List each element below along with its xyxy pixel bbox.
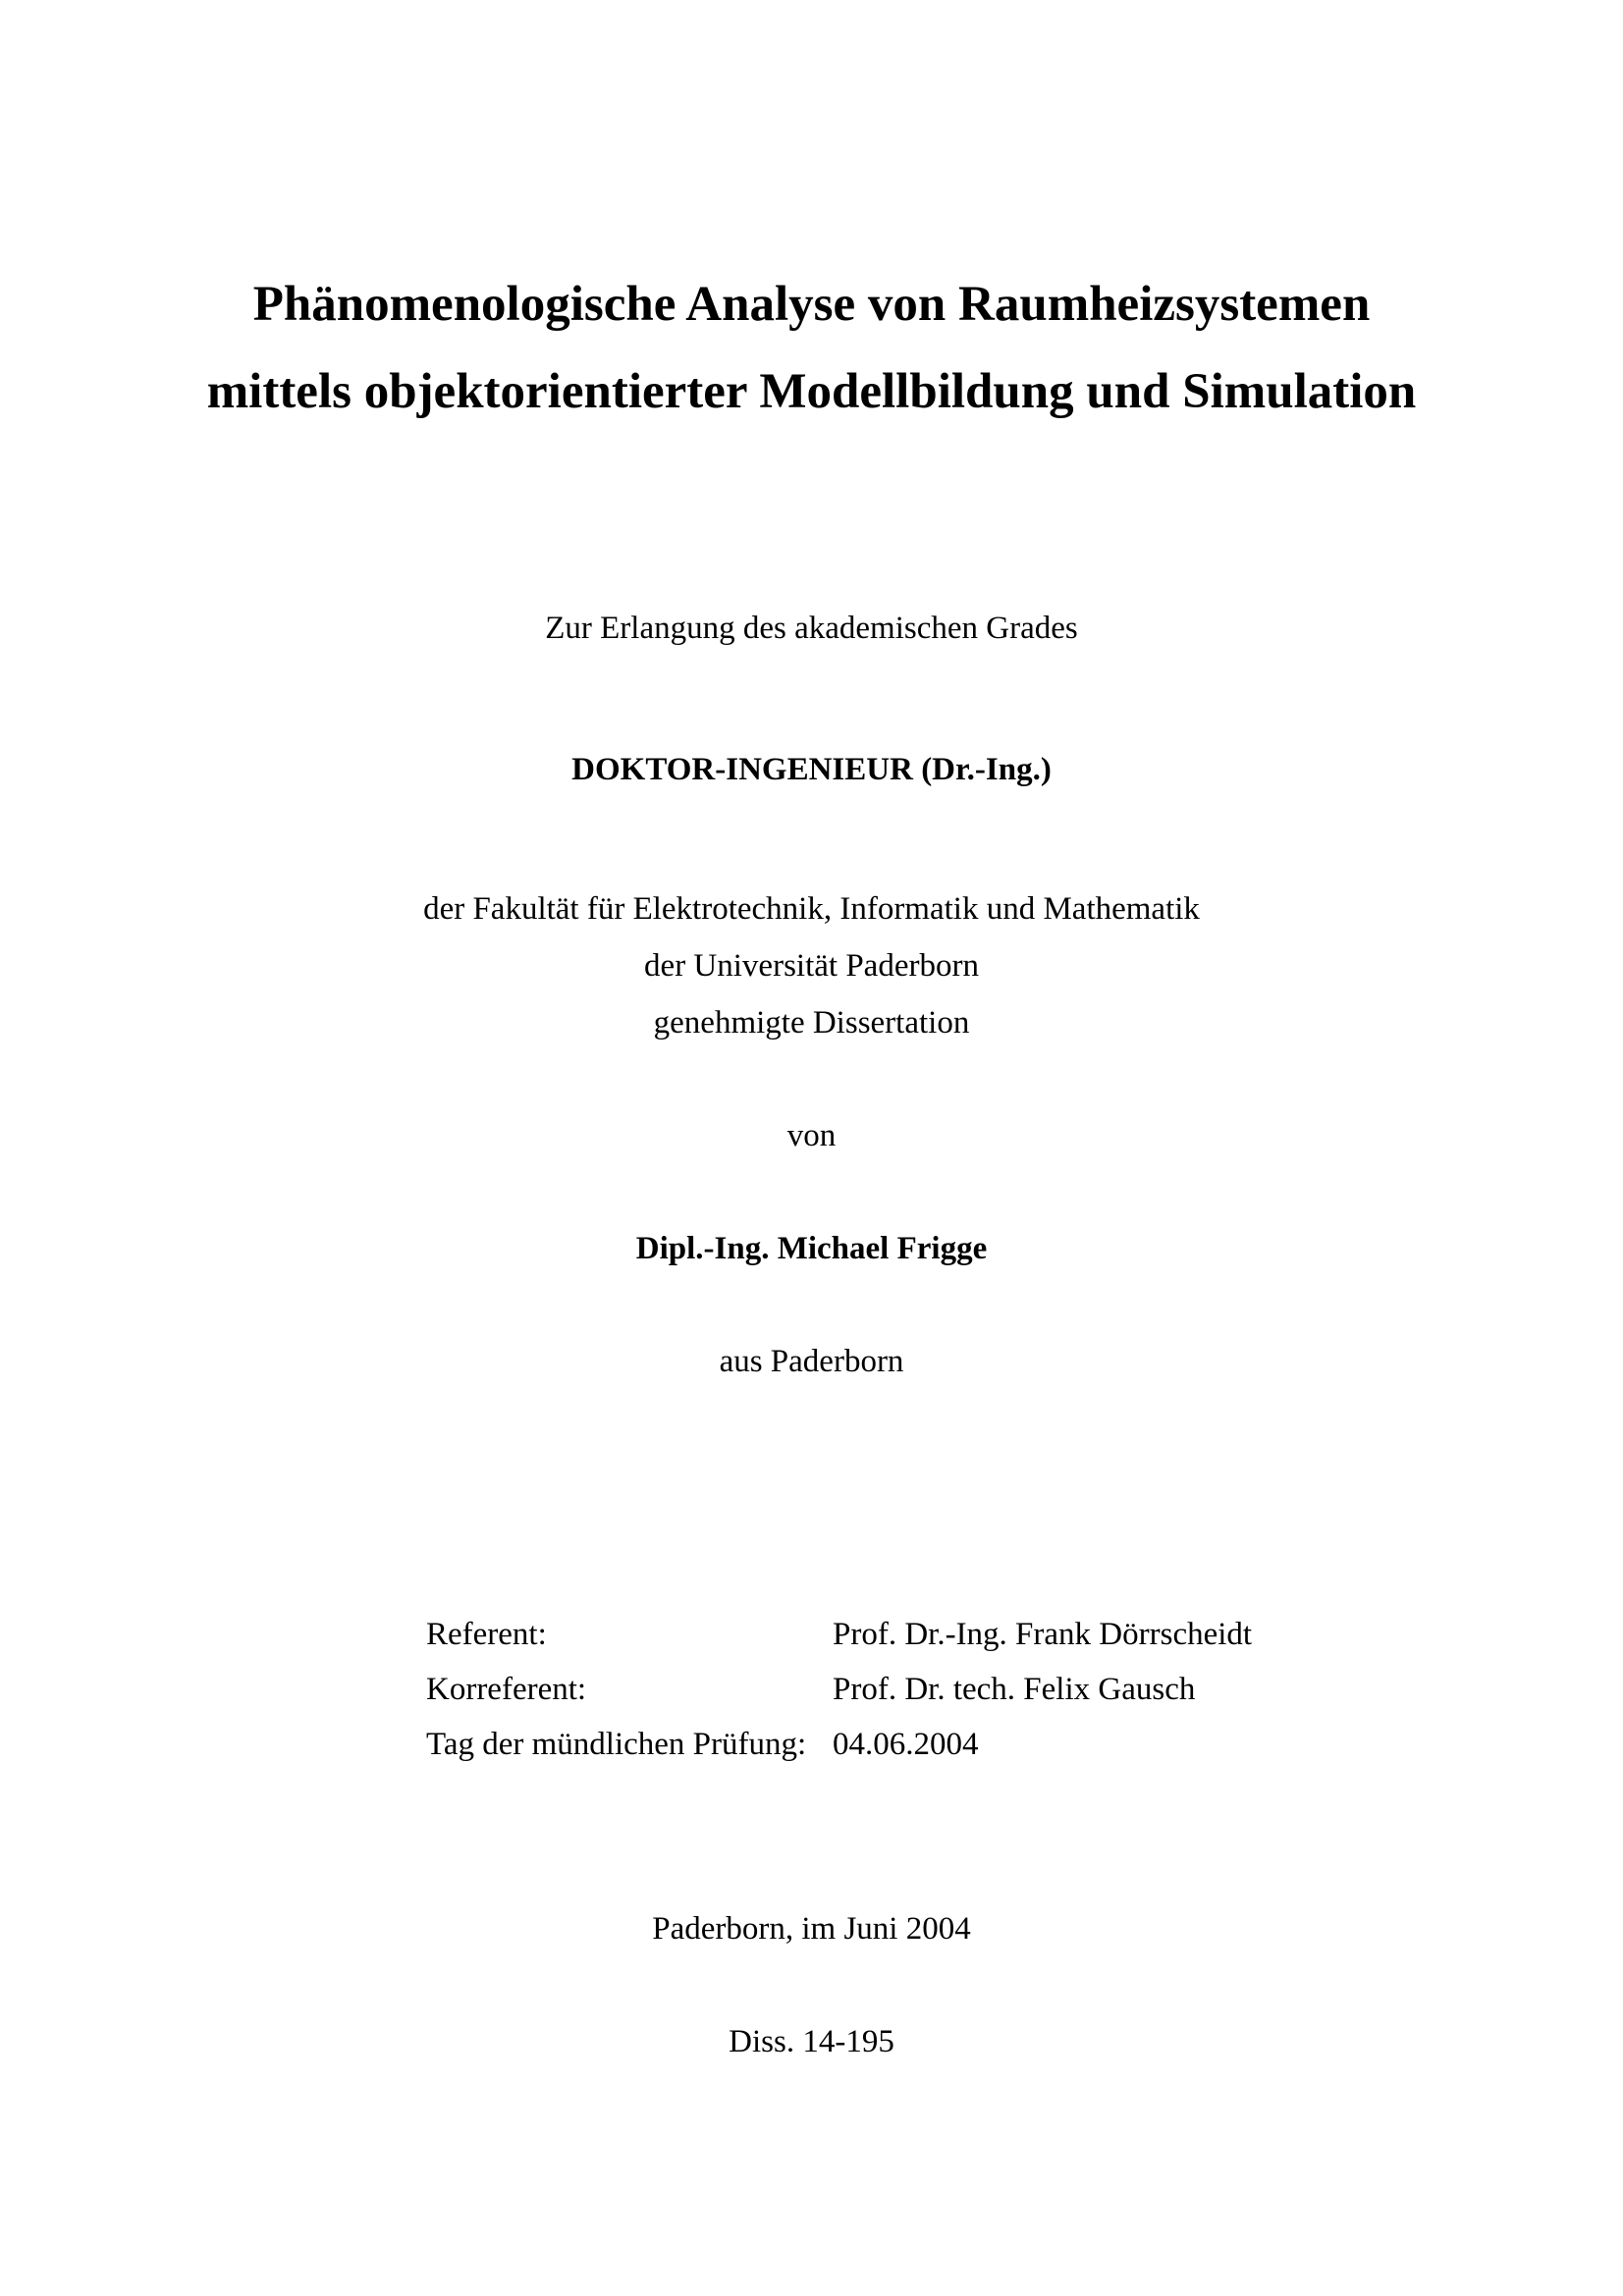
committee-table — [426, 1615, 1252, 1780]
faculty-line-3: genehmigte Dissertation — [653, 1005, 970, 1041]
author-origin: aus Paderborn — [719, 1344, 904, 1379]
committee-value: 04.06.2004 — [833, 1727, 979, 1762]
author-name: Dipl.-Ing. Michael Frigge — [635, 1231, 988, 1266]
degree-text: DOKTOR-INGENIEUR (Dr.-Ing.) — [571, 752, 1052, 787]
faculty-line-1: der Fakultät für Elektrotechnik, Informatik und Mathematik — [423, 891, 1200, 927]
committee-row-referent — [426, 1615, 1252, 1670]
place-date: Paderborn, im Juni 2004 — [652, 1911, 971, 1947]
committee-row-korreferent — [426, 1670, 1252, 1725]
dissertation-number: Diss. 14-195 — [729, 2024, 894, 2059]
committee-label: Korreferent: — [426, 1672, 587, 1707]
committee-value: Prof. Dr.-Ing. Frank Dörrscheidt — [833, 1617, 1253, 1652]
committee-row-exam-date — [426, 1725, 1252, 1780]
committee-label: Tag der mündlichen Prüfung: — [426, 1727, 807, 1762]
von-text: von — [786, 1118, 837, 1153]
faculty-line-2: der Universität Paderborn — [644, 948, 979, 984]
committee-label: Referent: — [426, 1617, 547, 1652]
thesis-title-line-1: Phänomenologische Analyse von Raumheizsystemen — [252, 277, 1371, 332]
committee-value: Prof. Dr. tech. Felix Gausch — [833, 1672, 1196, 1707]
thesis-title-line-2: mittels objektorientierter Modellbildung und Simulation — [206, 364, 1417, 419]
purpose-text: Zur Erlangung des akademischen Grades — [545, 611, 1078, 646]
